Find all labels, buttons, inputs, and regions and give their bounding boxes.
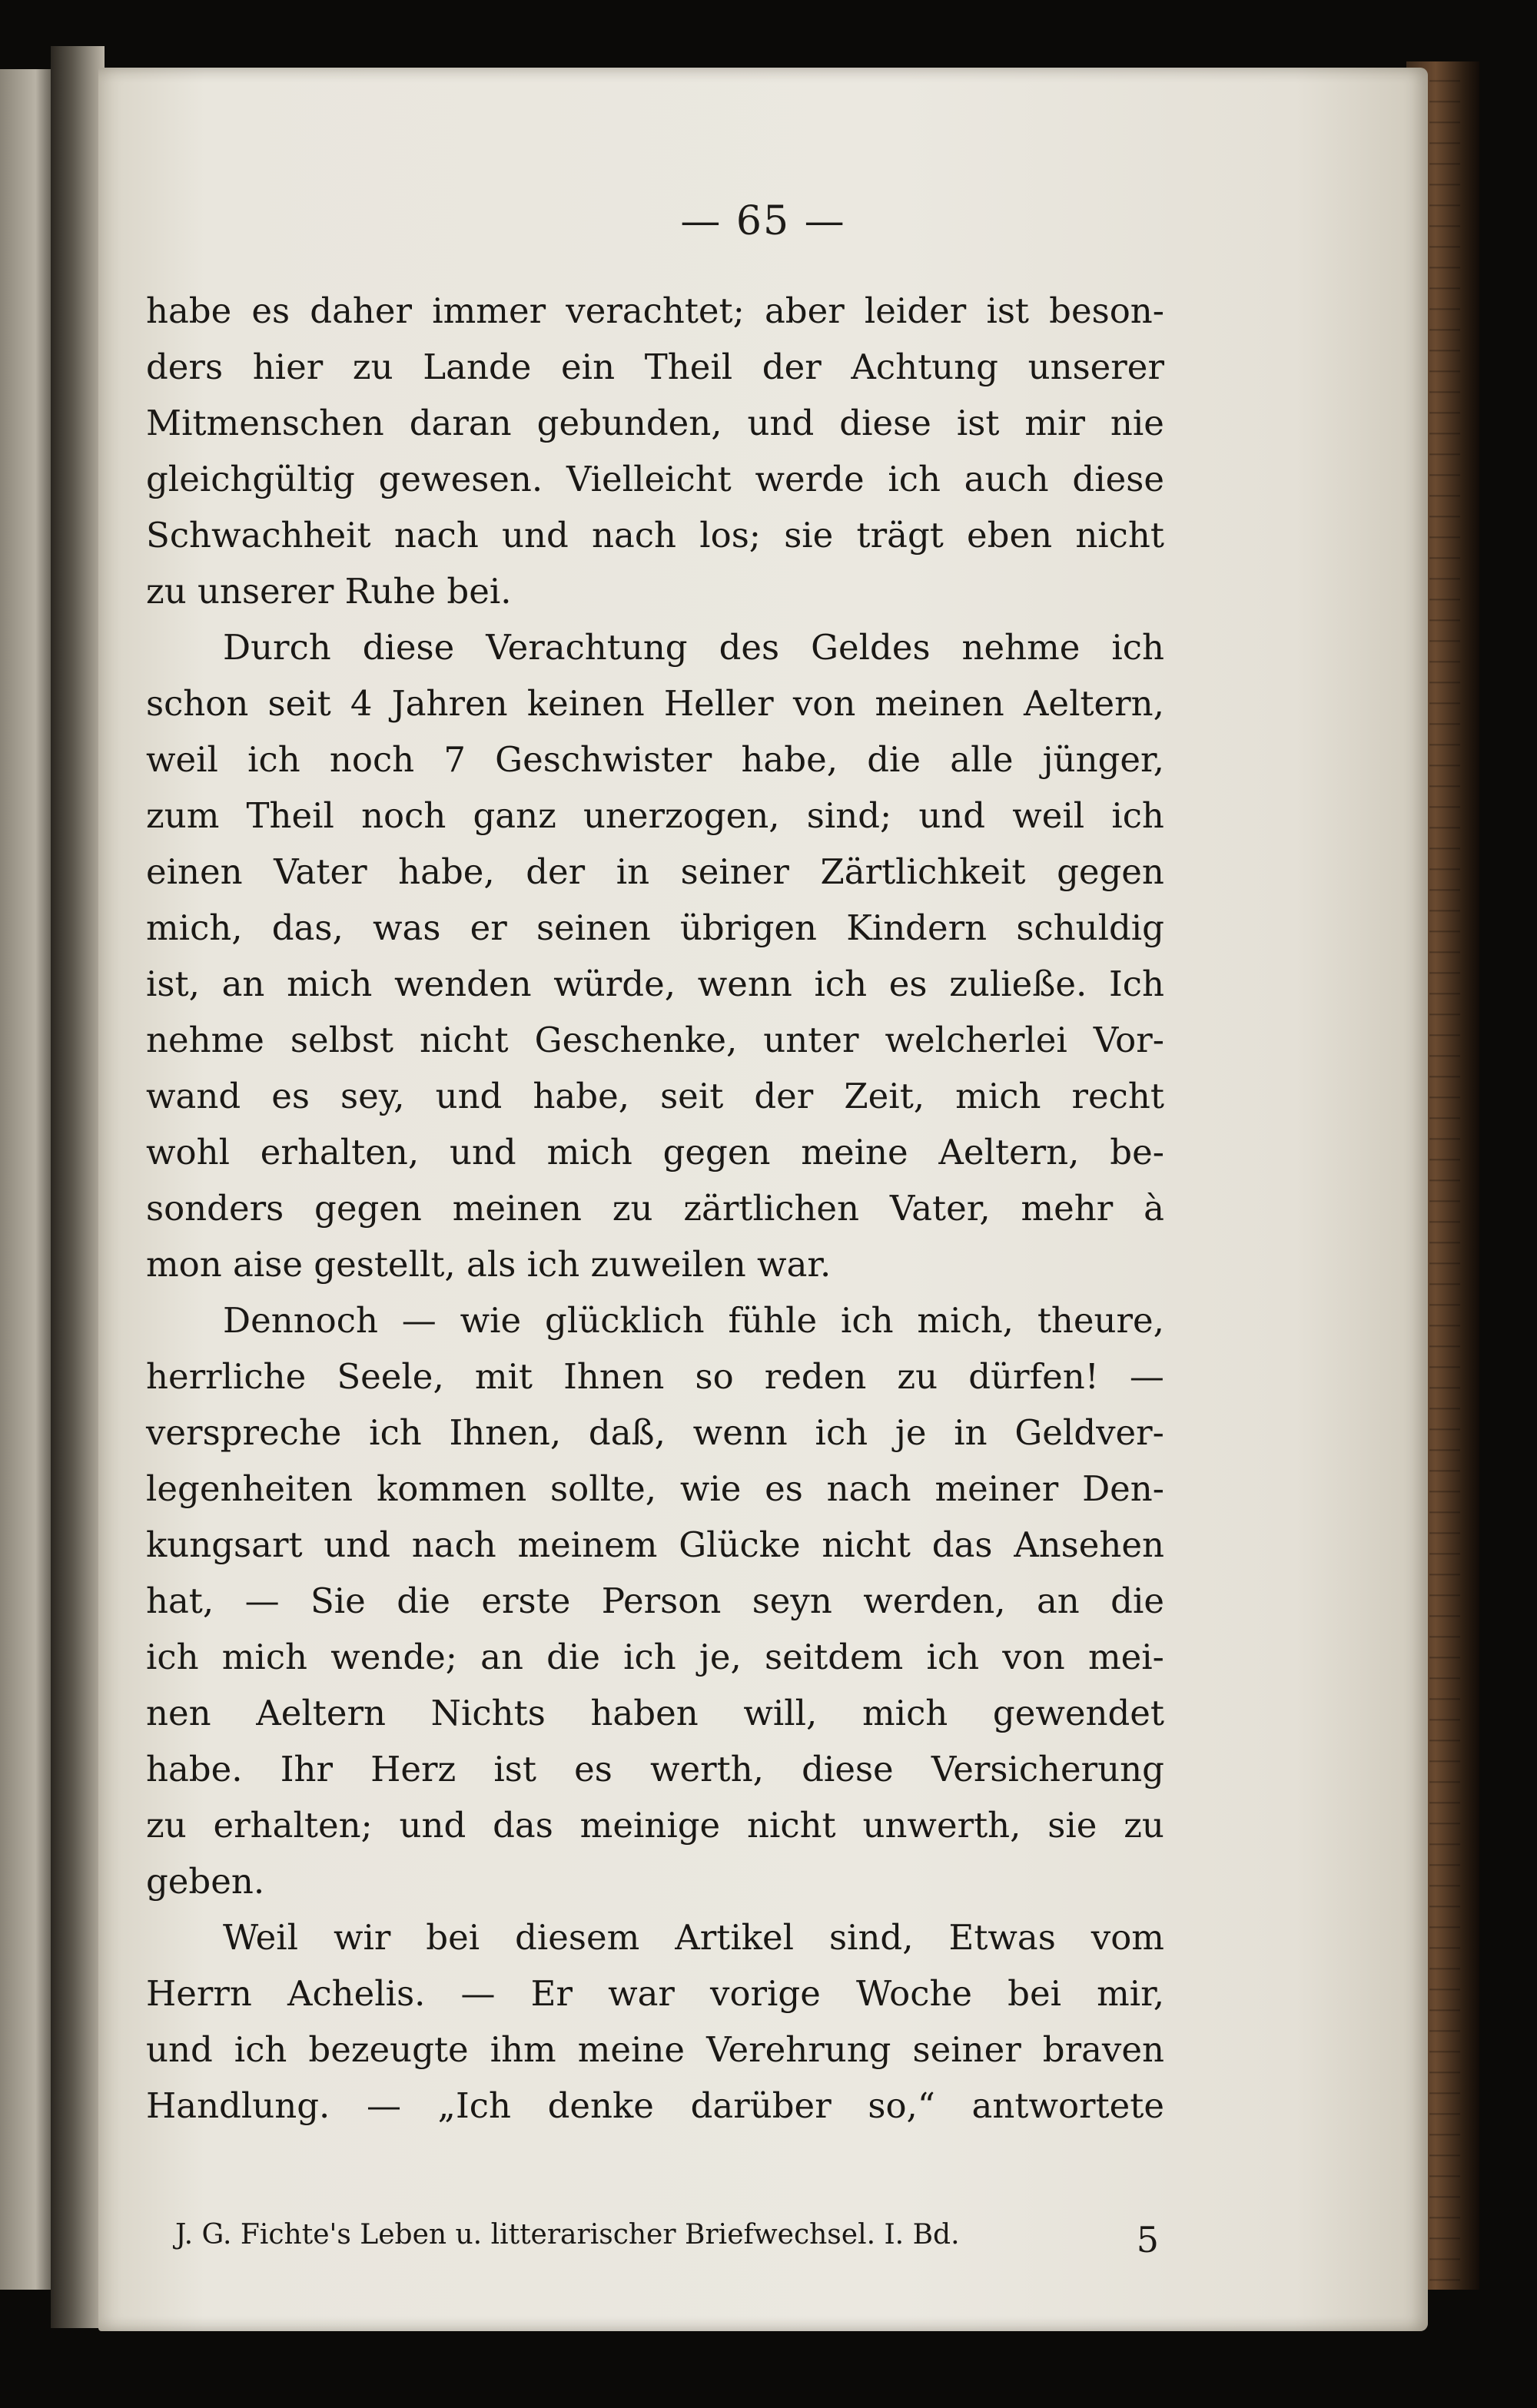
text-line: kungsart und nach meinem Glücke nicht das Ansehen [146,1524,1164,1565]
text-line: wand es sey, und habe, seit der Zeit, mich recht [146,1076,1164,1116]
text-line: Handlung. — „Ich denke darüber so,“ antwortete [146,2085,1164,2126]
text-line: sonders gegen meinen zu zärtlichen Vater, mehr à [146,1188,1164,1229]
text-line: und ich bezeugte ihm meine Verehrung seiner braven [146,2029,1164,2070]
page-number: — 65 — [680,198,846,244]
text-line: ist, an mich wenden würde, wenn ich es zuließe. Ich [146,964,1164,1004]
text-line: nen Aeltern Nichts haben will, mich gewendet [146,1693,1164,1733]
text-line: mich, das, was er seinen übrigen Kindern schuldig [146,907,1164,948]
text-line: legenheiten kommen sollte, wie es nach meiner Den- [146,1468,1164,1509]
page-block-edge [1429,61,1460,2290]
page-footer [175,2219,1167,2260]
text-line: verspreche ich Ihnen, daß, wenn ich je in Geldver- [146,1412,1164,1453]
text-line: hat, — Sie die erste Person seyn werden, an die [146,1580,1164,1621]
text-line: mon aise gestellt, als ich zuweilen war. [146,1244,832,1285]
text-line: einen Vater habe, der in seiner Zärtlichkeit gegen [146,851,1164,892]
book-spine [51,46,105,2328]
text-line: habe. Ihr Herz ist es werth, diese Versicherung [146,1749,1164,1789]
running-footer-title: J. G. Fichte's Leben u. litterarischer Briefwechsel. I. Bd. [175,2219,960,2250]
text-line: weil ich noch 7 Geschwister habe, die alle jünger, [146,739,1164,780]
signature-mark: 5 [1136,2219,1159,2260]
text-line: wohl erhalten, und mich gegen meine Aeltern, be- [146,1132,1164,1172]
text-line: habe es daher immer verachtet; aber leider ist beson- [146,290,1164,331]
text-line: nehme selbst nicht Geschenke, unter welcherlei Vor- [146,1020,1164,1060]
text-line: gleichgültig gewesen. Vielleicht werde ich auch diese [146,459,1164,499]
text-line: Mitmenschen daran gebunden, und diese ist mir nie [146,403,1164,443]
body-text [146,283,1164,2134]
text-line: ich mich wende; an die ich je, seitdem ich von mei- [146,1637,1164,1677]
book-page [98,68,1428,2331]
text-line: Dennoch — wie glücklich fühle ich mich, theure, [223,1300,1164,1341]
text-line: zum Theil noch ganz unerzogen, sind; und weil ich [146,795,1164,836]
left-page-edge [0,69,51,2290]
text-line: herrliche Seele, mit Ihnen so reden zu dürfen! — [146,1356,1164,1397]
text-line: ders hier zu Lande ein Theil der Achtung unserer [146,347,1164,387]
text-line: Schwachheit nach und nach los; sie trägt eben nicht [146,515,1164,556]
text-line: geben. [146,1861,265,1902]
text-line: zu unserer Ruhe bei. [146,571,512,612]
text-line: Durch diese Verachtung des Geldes nehme ich [223,627,1164,668]
text-line: Herrn Achelis. — Er war vorige Woche bei mir, [146,1973,1164,2014]
text-line: schon seit 4 Jahren keinen Heller von meinen Aeltern, [146,683,1164,724]
text-line: Weil wir bei diesem Artikel sind, Etwas vom [223,1917,1164,1958]
text-line: zu erhalten; und das meinige nicht unwerth, sie zu [146,1805,1164,1846]
